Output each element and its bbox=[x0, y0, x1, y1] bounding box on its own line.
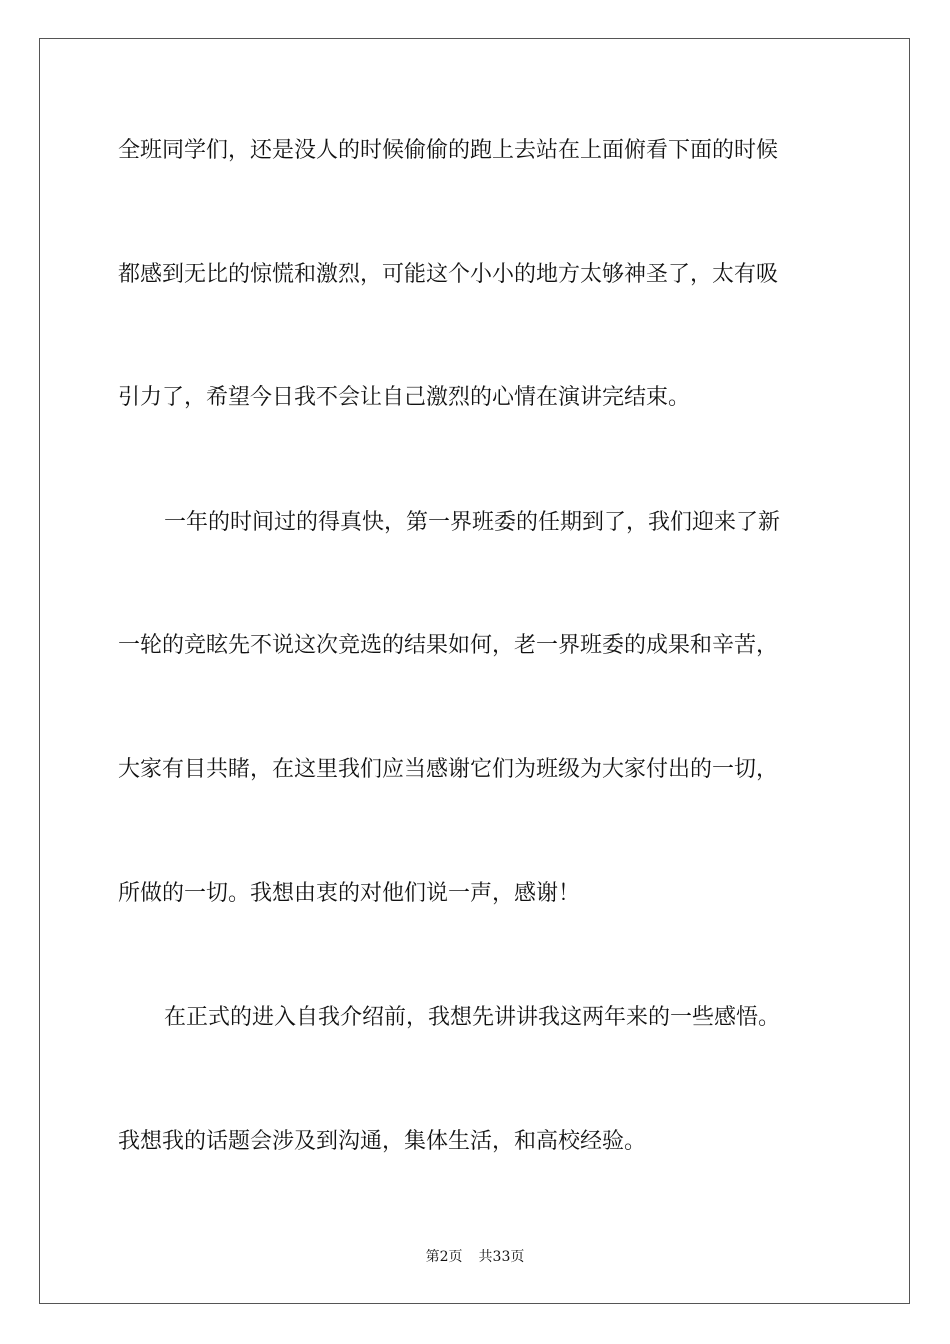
page-total: 共33页 bbox=[478, 1249, 525, 1265]
text-line-2: 都感到无比的惊慌和激烈，可能这个小小的地方太够神圣了，太有吸 bbox=[118, 262, 779, 287]
page-number: 第2页 bbox=[425, 1249, 463, 1265]
text-line-6: 大家有目共睹，在这里我们应当感谢它们为班级为大家付出的一切， bbox=[118, 757, 779, 782]
page-border bbox=[39, 38, 910, 1304]
text-line-8: 在正式的进入自我介绍前，我想先讲讲我这两年来的一些感悟。 bbox=[164, 1005, 781, 1030]
text-line-4: 一年的时间过的得真快，第一界班委的任期到了，我们迎来了新 bbox=[164, 510, 781, 535]
text-line-9: 我想我的话题会涉及到沟通，集体生活，和高校经验。 bbox=[118, 1129, 647, 1154]
text-line-1: 全班同学们，还是没人的时候偷偷的跑上去站在上面俯看下面的时候 bbox=[118, 138, 779, 163]
text-line-3: 引力了，希望今日我不会让自己激烈的心情在演讲完结束。 bbox=[118, 385, 691, 410]
text-line-7: 所做的一切。我想由衷的对他们说一声，感谢！ bbox=[118, 881, 581, 906]
page-footer bbox=[0, 1246, 950, 1266]
text-line-5: 一轮的竞眩先不说这次竞选的结果如何，老一界班委的成果和辛苦， bbox=[118, 633, 779, 658]
